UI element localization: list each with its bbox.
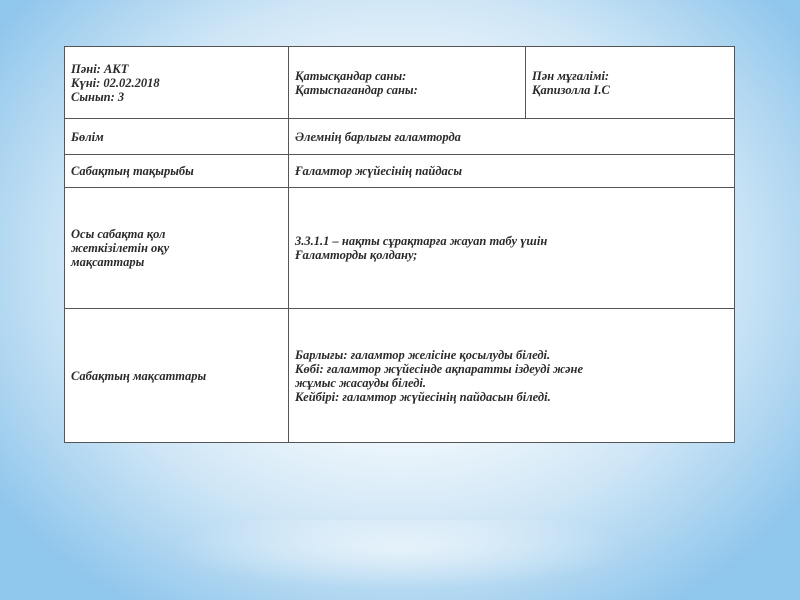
learning-objectives-value [289,188,735,309]
teacher-cell [526,47,735,119]
lesson-objectives-row [65,309,735,443]
attendance-cell [289,47,526,119]
subject-cell [65,47,289,119]
subject-text: Пәні: АКТ [71,61,129,76]
absent-text: Қатыспағандар саны: [295,82,418,97]
class-text: Сынып: 3 [71,89,125,104]
topic-row [65,155,735,188]
learning-objectives-label [65,188,289,309]
value-line: 3.3.1.1 – нақты сұрақтарға жауап табу үшін [295,234,548,248]
lesson-objectives-value [289,309,735,443]
value-line: жұмыс жасауды біледі. [295,375,427,390]
teacher-label: Пән мұғалімі: [532,68,610,83]
value-line: Көбі: ғаламтор жүйесінде ақпаратты іздеуді және [295,361,584,376]
label-line: мақсаттары [71,255,145,269]
label-line: Осы сабақта қол [71,227,166,241]
background-glow [170,520,630,590]
teacher-name: Қапизолла І.С [532,82,610,97]
section-row [65,119,735,155]
section-label: Бөлім [65,119,289,155]
present-text: Қатысқандар саны: [295,68,407,83]
topic-label: Сабақтың тақырыбы [65,155,289,188]
value-line: Ғаламторды қолдану; [295,248,418,262]
header-row [65,47,735,119]
lesson-plan-table [64,46,735,443]
section-value: Әлемнің барлығы ғаламторда [289,119,735,155]
topic-value: Ғаламтор жүйесінің пайдасы [289,155,735,188]
label-line: жеткізілетін оқу [71,241,170,255]
learning-objectives-row [65,188,735,309]
value-line: Кейбірі: ғаламтор жүйесінің пайдасын біледі. [295,389,551,404]
value-line: Барлығы: ғаламтор желісіне қосылуды біледі. [295,347,551,362]
date-text: Күні: 02.02.2018 [71,75,160,90]
lesson-objectives-label: Сабақтың мақсаттары [65,309,289,443]
